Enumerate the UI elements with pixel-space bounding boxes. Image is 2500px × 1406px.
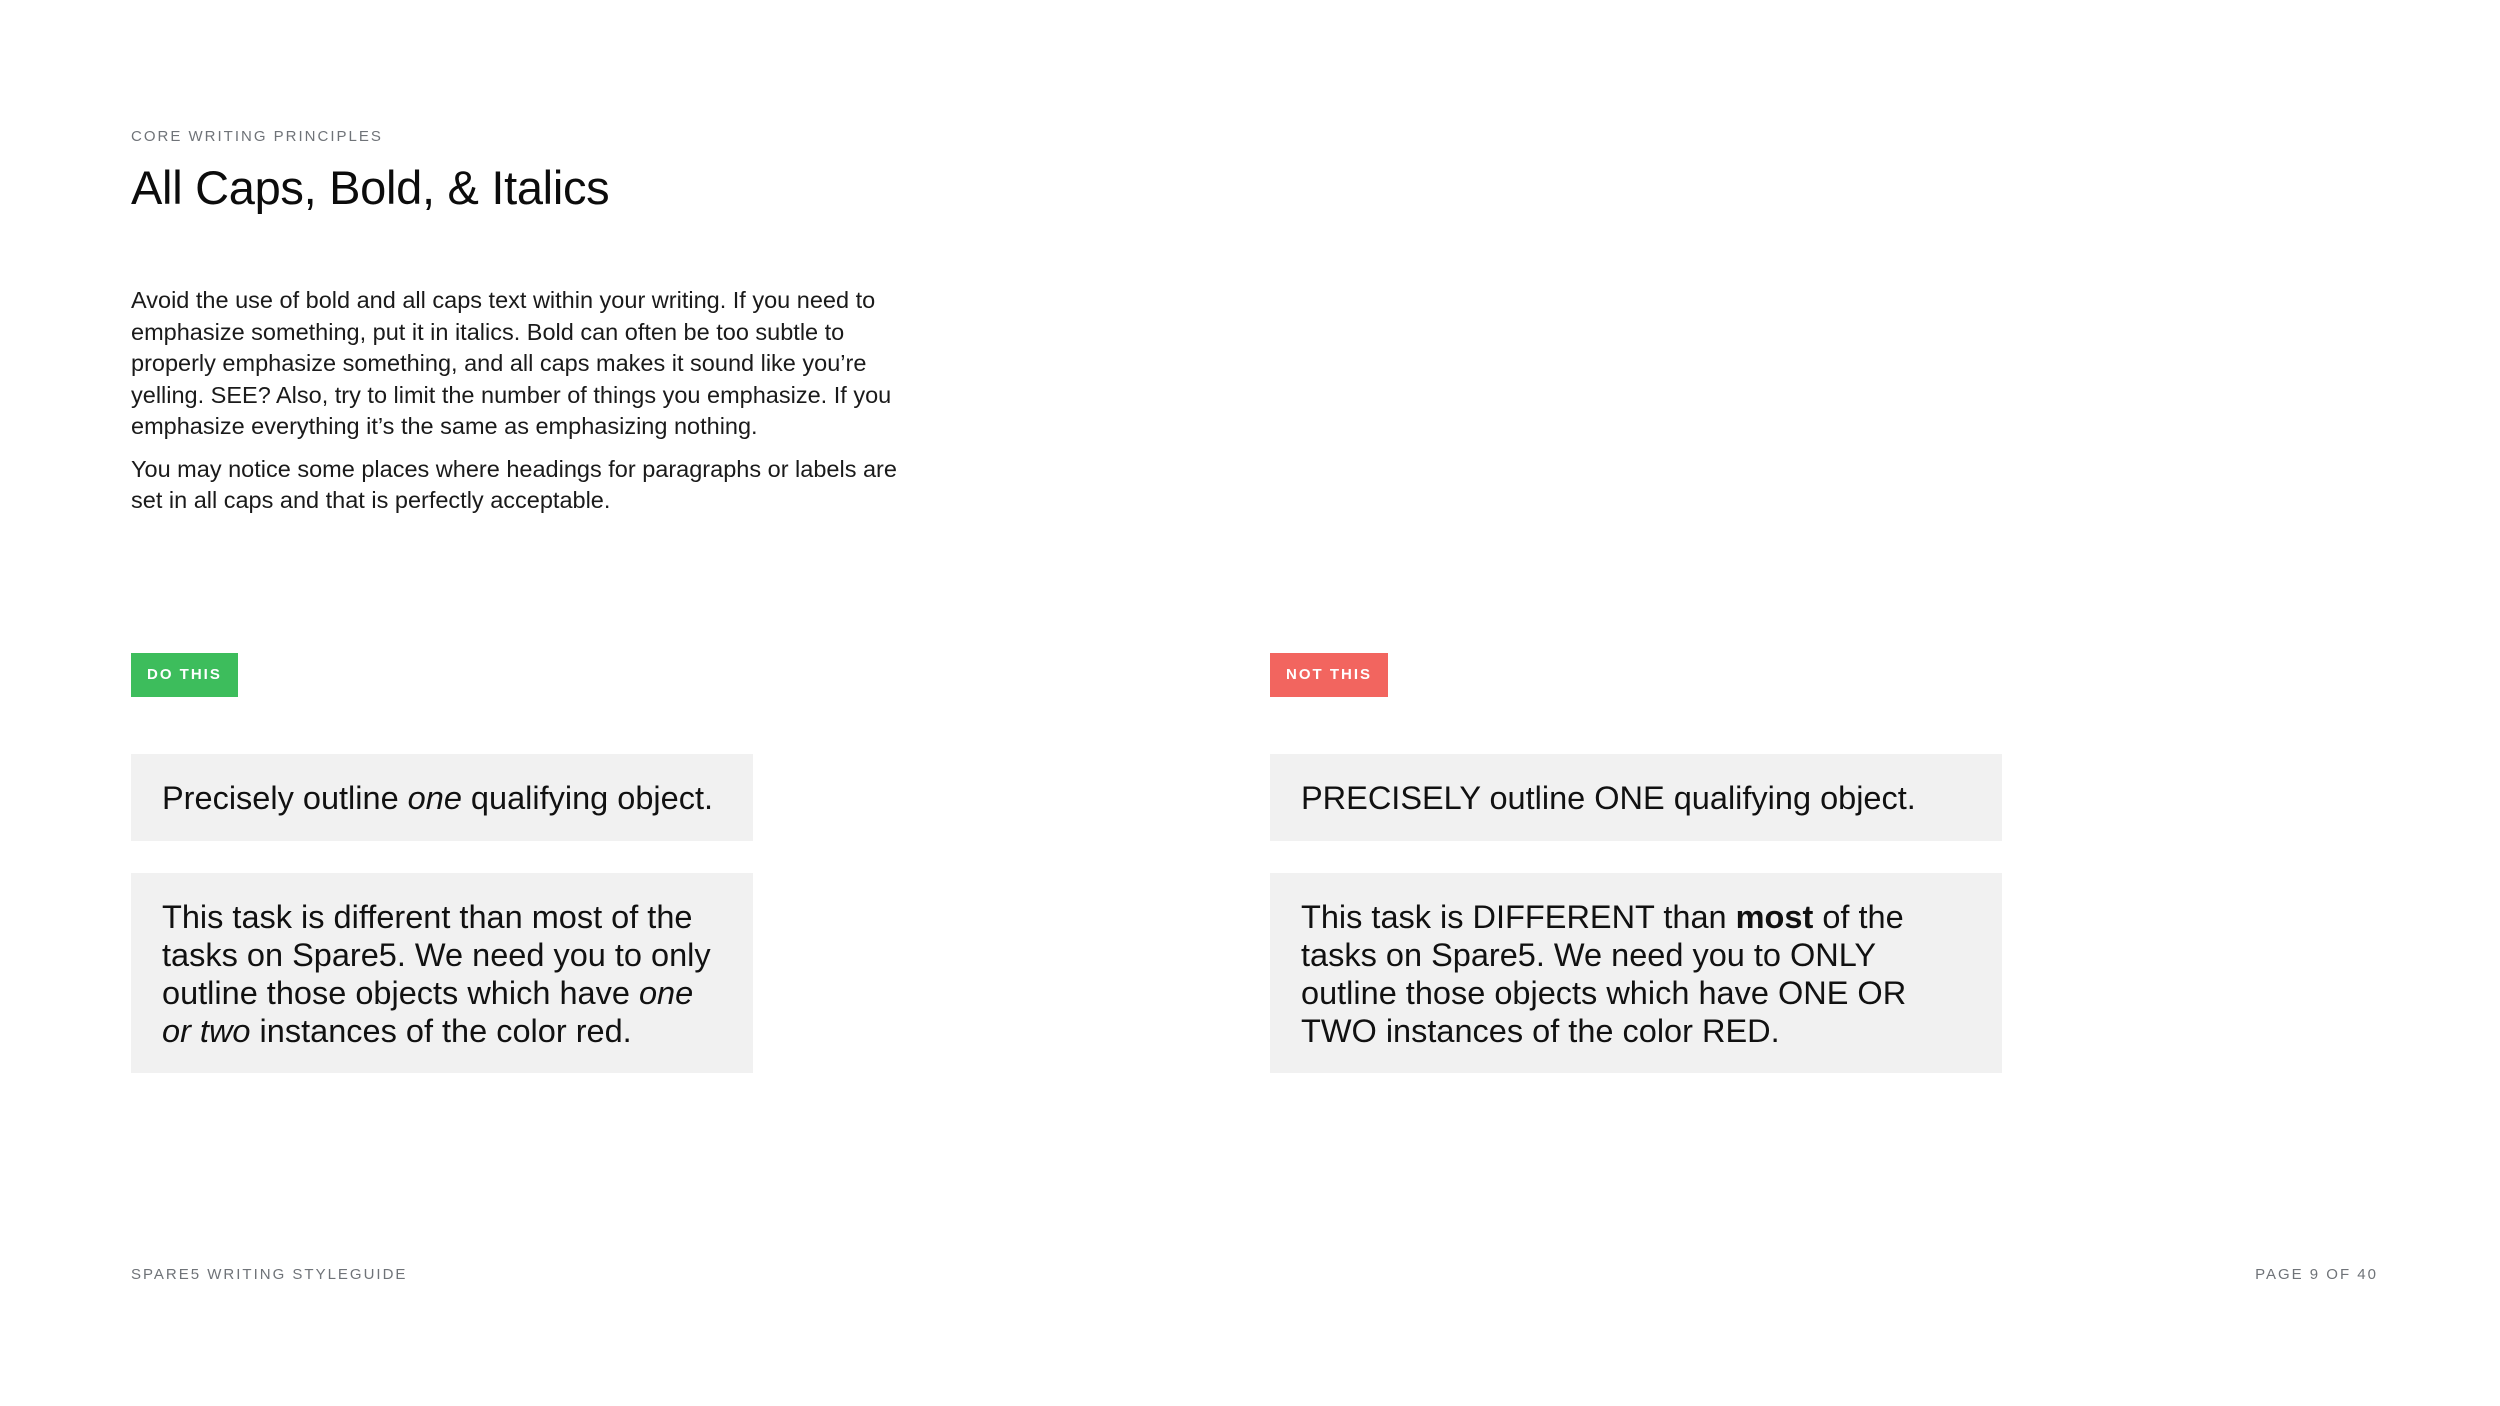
- not-example-1-text: PRECISELY outline ONE qualifying object.: [1301, 779, 1916, 816]
- do-example-2-after: instances of the color red.: [250, 1013, 632, 1049]
- intro-paragraph-1: Avoid the use of bold and all caps text within your writing. If you need to emphasize something, put it in italics. Bold can often be too subtle to properly emphasize something, and all caps makes it sound like you’re yelling. SEE? Also, try to limit the number of things you emphasize. If you emphasize everything it’s the same as emphasizing nothing.: [131, 287, 892, 439]
- do-example-1-emphasis: one: [407, 779, 462, 816]
- do-example-1-after: qualifying object.: [461, 779, 714, 816]
- not-example-2: [1270, 873, 2002, 1073]
- footer-title: SPARE5 WRITING STYLEGUIDE: [131, 1266, 408, 1283]
- do-example-2-emphasis: one or two: [162, 975, 694, 1049]
- not-example-1: [1270, 754, 2002, 841]
- do-example-1-before: Precisely outline: [162, 779, 408, 816]
- page-number: PAGE 9 OF 40: [2255, 1266, 2378, 1283]
- not-example-2-bold: most: [1735, 899, 1814, 935]
- do-example-2-before: This task is different than most of the tasks on Spare5. We need you to only outline those objects which have: [162, 899, 711, 1011]
- not-this-badge: NOT THIS: [1270, 653, 1388, 697]
- do-example-2: [131, 873, 753, 1073]
- page-title: All Caps, Bold, & Italics: [131, 161, 610, 214]
- not-example-2-after: of the tasks on Spare5. We need you to ONLY outline those objects which have ONE OR TWO instances of the color RED.: [1301, 899, 1907, 1049]
- do-example-1: [131, 754, 753, 841]
- do-example-1-text: [162, 779, 713, 817]
- do-this-badge: DO THIS: [131, 653, 238, 697]
- not-example-2-before: This task is DIFFERENT than: [1301, 899, 1736, 935]
- section-eyebrow: CORE WRITING PRINCIPLES: [131, 128, 383, 145]
- intro-text: [131, 285, 931, 528]
- intro-paragraph-2: You may notice some places where headings for paragraphs or labels are set in all caps and that is perfectly acceptable.: [131, 455, 897, 513]
